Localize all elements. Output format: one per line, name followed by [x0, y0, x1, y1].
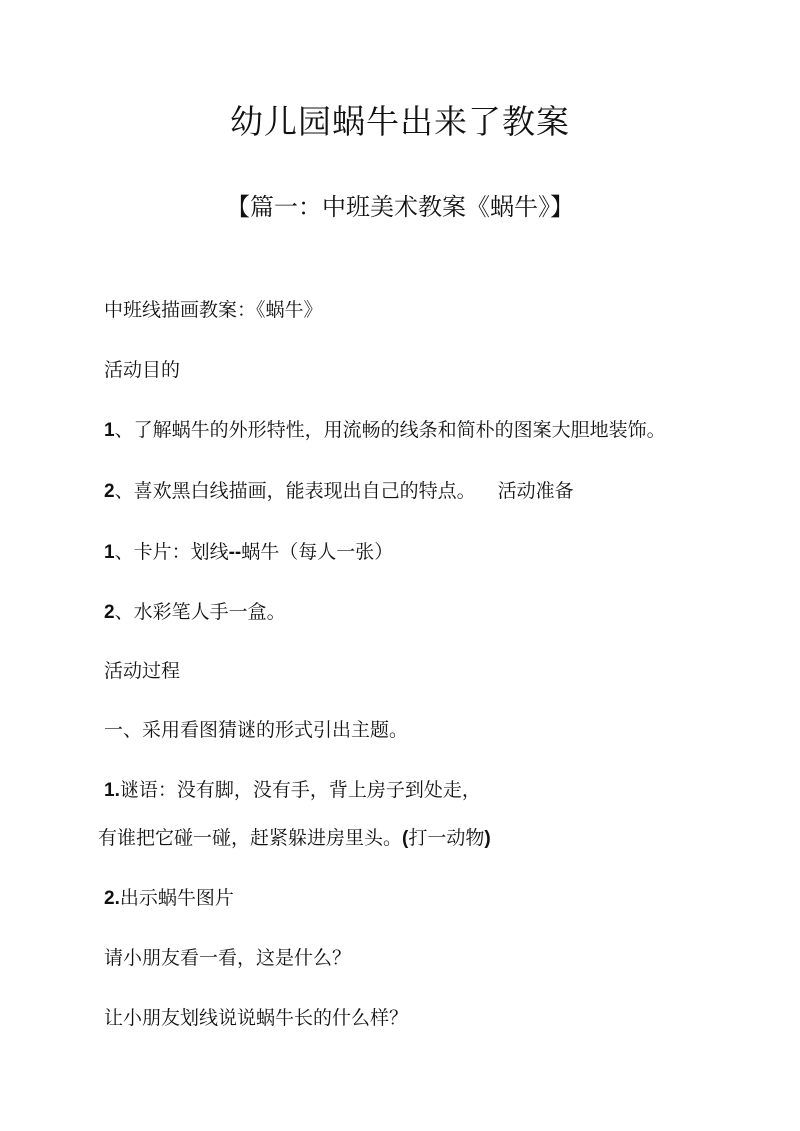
objective-item-2: [104, 477, 574, 506]
line-text: 、喜欢黑白线描画，能表现出自己的特点。: [114, 480, 476, 502]
document-title: 幼儿园蜗牛出来了教案: [230, 102, 570, 141]
section-heading-process: [104, 657, 180, 685]
question-line-2: [104, 1004, 408, 1032]
show-picture-item: [104, 884, 234, 913]
line-text: 有谁把它碰一碰，赶紧躲进房里头。: [98, 827, 403, 849]
line-text: 请小朋友看一看，这是什么？: [104, 947, 352, 969]
lesson-heading: [104, 296, 323, 324]
line-text: 出示蜗牛图片: [119, 887, 234, 909]
dash-text: --: [228, 542, 242, 563]
riddle-line-2: [98, 824, 491, 853]
preparation-item-1: [104, 538, 393, 567]
paren-text: 打一动物: [408, 827, 485, 849]
process-step-1: [104, 716, 408, 744]
line-text: 谜语：没有脚，没有手，背上房子到处走，: [119, 779, 481, 801]
section-heading-objectives: [104, 356, 180, 384]
item-number: 2: [104, 481, 115, 502]
item-number: 2.: [104, 888, 120, 909]
paren-open: (: [402, 828, 409, 849]
paren-close: ): [484, 828, 491, 849]
objective-item-1: [104, 416, 666, 445]
item-number: 1: [104, 542, 115, 563]
line-text: 让小朋友划线说说蜗牛长的什么样？: [104, 1007, 409, 1029]
document-subtitle: 【篇一：中班美术教案《蜗牛》】: [226, 193, 574, 221]
line-text: 、卡片：划线: [114, 541, 229, 563]
line-text: 、水彩笔人手一盒。: [114, 601, 286, 623]
line-text: 、了解蜗牛的外形特性，用流畅的线条和简朴的图案大胆地装饰。: [114, 419, 666, 441]
line-text-rest: 蜗牛（每人一张）: [241, 541, 394, 563]
section-heading-preparation: 活动准备: [497, 480, 574, 502]
preparation-item-2: [104, 598, 286, 627]
line-text: 活动目的: [104, 359, 181, 381]
item-number: 2: [104, 602, 115, 623]
line-text: 一、采用看图猜谜的形式引出主题。: [104, 719, 409, 741]
line-text: 中班线描画教案：《蜗牛》: [104, 299, 323, 321]
item-number: 1: [104, 420, 115, 441]
question-line-1: [104, 944, 351, 972]
line-text: 活动过程: [104, 660, 181, 682]
item-number: 1.: [104, 780, 120, 801]
riddle-line-1: [104, 776, 481, 805]
